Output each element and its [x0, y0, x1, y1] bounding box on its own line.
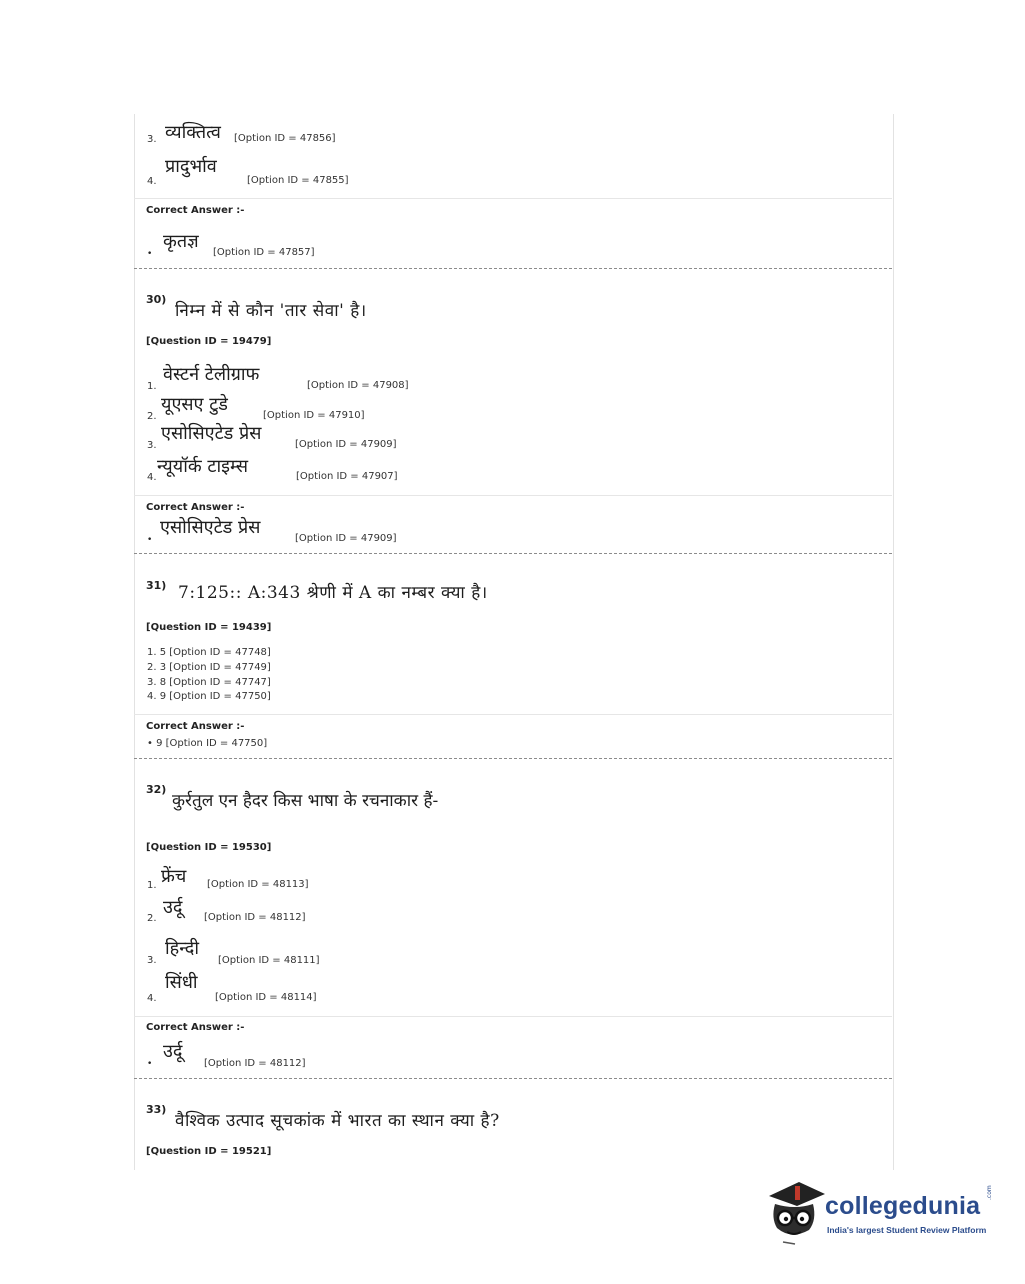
- question-text: निम्न में से कौन 'तार सेवा' है।: [175, 301, 367, 321]
- answer-bullet: •: [147, 249, 153, 259]
- option-text: यूएसए टुडे: [161, 394, 228, 415]
- correct-answer-label: Correct Answer :-: [146, 1022, 245, 1033]
- question-id: [Question ID = 19439]: [146, 622, 272, 633]
- question-id: [Question ID = 19479]: [146, 336, 272, 347]
- question-id: [Question ID = 19521]: [146, 1146, 272, 1157]
- option-number: 3.: [147, 440, 157, 451]
- logo-tagline: India's largest Student Review Platform: [827, 1225, 987, 1235]
- option-id: [Option ID = 47908]: [307, 380, 409, 391]
- divider: [134, 495, 892, 496]
- page-frame: [134, 114, 894, 1170]
- answer-text: कृतज्ञ: [163, 231, 199, 252]
- answer-option-id: [Option ID = 48112]: [204, 1058, 306, 1069]
- divider: [134, 198, 892, 199]
- answer-option-id: [Option ID = 47857]: [213, 247, 315, 258]
- question-id: [Question ID = 19530]: [146, 842, 272, 853]
- logo-domain: .com: [986, 1185, 993, 1200]
- question-number: 32): [146, 783, 167, 796]
- option-text: सिंधी: [165, 972, 198, 993]
- option-id: [Option ID = 47856]: [234, 133, 336, 144]
- option-text: न्यूयॉर्क टाइम्स: [157, 456, 248, 477]
- option-number: 1.: [147, 381, 157, 392]
- option-id: [Option ID = 48111]: [218, 955, 320, 966]
- question-separator: [134, 268, 892, 269]
- option-id: [Option ID = 48114]: [215, 992, 317, 1003]
- option-id: [Option ID = 47907]: [296, 471, 398, 482]
- question-text: कुर्रतुल एन हैदर किस भाषा के रचनाकार हैं-: [172, 791, 439, 811]
- option-line: 1. 5 [Option ID = 47748]: [147, 647, 271, 658]
- option-text: एसोसिएटेड प्रेस: [161, 423, 262, 444]
- correct-answer-label: Correct Answer :-: [146, 205, 245, 216]
- divider: [134, 714, 892, 715]
- divider: [134, 1016, 892, 1017]
- correct-answer-label: Correct Answer :-: [146, 502, 245, 513]
- option-number: 4.: [147, 176, 157, 187]
- option-number: 1.: [147, 880, 157, 891]
- option-text: व्यक्तित्व: [165, 122, 221, 143]
- answer-text: एसोसिएटेड प्रेस: [160, 517, 261, 538]
- option-id: [Option ID = 47910]: [263, 410, 365, 421]
- question-text: 7:125:: A:343 श्रेणी में A का नम्बर क्या है।: [178, 583, 488, 603]
- option-id: [Option ID = 48113]: [207, 879, 309, 890]
- option-id: [Option ID = 47909]: [295, 439, 397, 450]
- option-id: [Option ID = 47855]: [247, 175, 349, 186]
- answer-bullet: •: [147, 535, 153, 545]
- answer-text: उर्दू: [163, 1041, 183, 1062]
- question-separator: [134, 553, 892, 554]
- option-text: वेस्टर्न टेलीग्राफ: [163, 364, 260, 385]
- question-text: वैश्विक उत्पाद सूचकांक में भारत का स्थान क्या है?: [175, 1111, 500, 1131]
- option-text: हिन्दी: [165, 938, 200, 959]
- answer-line: • 9 [Option ID = 47750]: [147, 738, 268, 749]
- option-number: 2.: [147, 411, 157, 422]
- option-number: 3.: [147, 955, 157, 966]
- question-separator: [134, 758, 892, 759]
- option-text: फ्रेंच: [161, 866, 187, 887]
- option-line: 2. 3 [Option ID = 47749]: [147, 662, 271, 673]
- option-line: 4. 9 [Option ID = 47750]: [147, 691, 271, 702]
- collegedunia-logo: [765, 1178, 995, 1248]
- option-text: प्रादुर्भाव: [165, 156, 217, 177]
- question-number: 31): [146, 579, 167, 592]
- question-number: 33): [146, 1103, 167, 1116]
- question-number: 30): [146, 293, 167, 306]
- option-number: 4.: [147, 993, 157, 1004]
- option-number: 3.: [147, 134, 157, 145]
- answer-option-id: [Option ID = 47909]: [295, 533, 397, 544]
- answer-bullet: •: [147, 1059, 153, 1069]
- option-text: उर्दू: [163, 897, 183, 918]
- question-separator: [134, 1078, 892, 1079]
- logo-wordmark: collegedunia: [825, 1192, 981, 1220]
- option-number: 2.: [147, 913, 157, 924]
- mascot-icon: [765, 1178, 827, 1248]
- correct-answer-label: Correct Answer :-: [146, 721, 245, 732]
- option-id: [Option ID = 48112]: [204, 912, 306, 923]
- option-line: 3. 8 [Option ID = 47747]: [147, 677, 271, 688]
- option-number: 4.: [147, 472, 157, 483]
